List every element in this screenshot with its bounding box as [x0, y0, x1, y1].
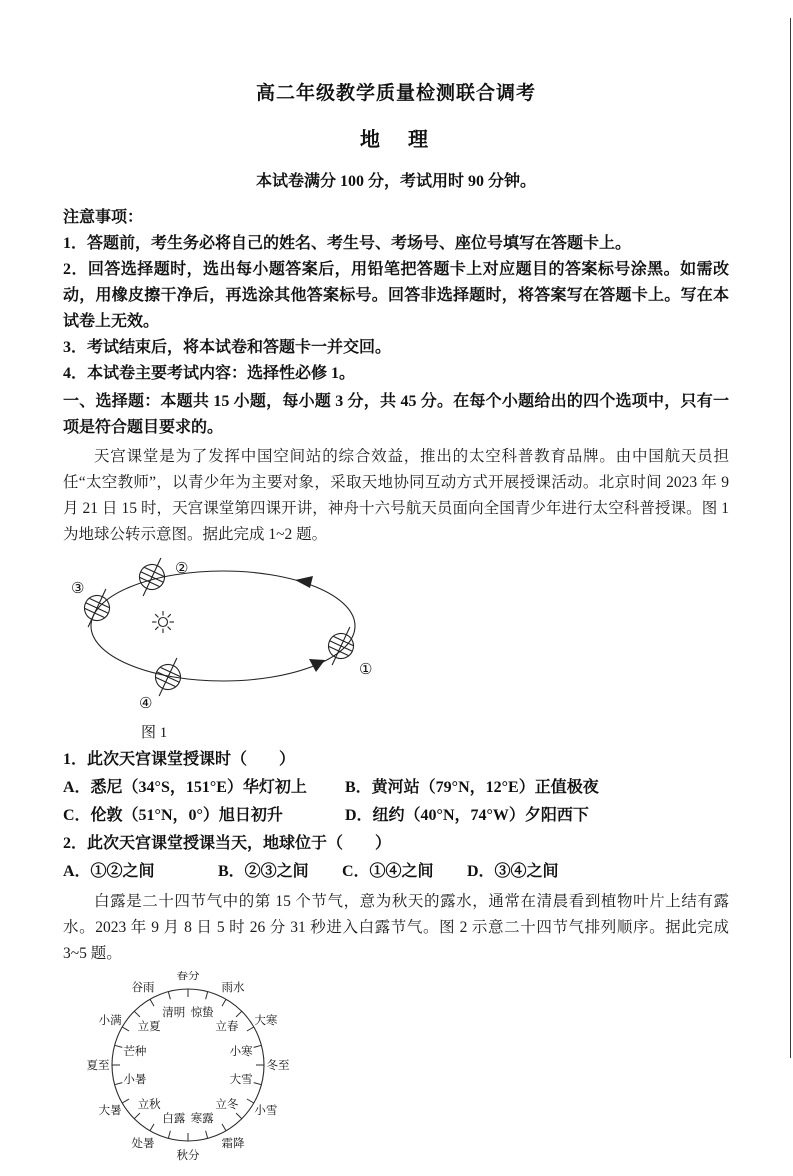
solar-term-tick — [122, 1099, 129, 1103]
solar-term-label-4: 立夏 — [137, 1021, 161, 1034]
solar-term-tick — [115, 1083, 123, 1085]
solar-term-label-22: 立春 — [215, 1021, 239, 1034]
solar-term-tick — [222, 1124, 226, 1131]
note-3: 3．考试结束后，将本试卷和答题卡一并交回。 — [63, 339, 392, 356]
orbit-direction-arrow-bottom — [309, 659, 325, 672]
solar-term-label-24: 惊蛰 — [190, 1006, 214, 1019]
solar-term-label-12: 白露 — [162, 1113, 186, 1126]
note-2: 2．回答选择题时，选出每小题答案后，用铅笔把答题卡上对应题目的答案标号涂黑。如需改动，用橡皮擦干净后，再选涂其他答案标号。回答非选择题时，将答案写在答题卡上。写在本试卷上无效。 — [63, 261, 729, 330]
solar-term-tick — [236, 1113, 242, 1119]
earth-position-4 — [148, 653, 188, 702]
orbit-direction-arrow-top — [295, 576, 313, 588]
exam-info: 本试卷满分 100 分，考试用时 90 分钟。 — [255, 173, 536, 190]
solar-term-label-21: 大寒 — [254, 1015, 278, 1027]
exam-subject: 地 理 — [360, 129, 432, 151]
notes-title: 注意事项： — [63, 209, 144, 226]
q2-option-b: B．②③之间 — [218, 863, 309, 880]
q1-option-c: C．伦敦（51°N，0°）旭日初升 — [63, 807, 283, 824]
solar-term-label-1: 春分 — [176, 971, 200, 982]
solar-term-label-15: 霜降 — [221, 1137, 245, 1150]
q2-option-c: C．①④之间 — [342, 863, 434, 880]
figure2-container — [63, 971, 729, 1176]
solar-term-tick — [150, 999, 154, 1006]
solar-term-tick — [134, 1113, 140, 1119]
sun-icon — [152, 611, 174, 633]
solar-term-tick — [247, 1027, 254, 1031]
solar-term-tick — [236, 1011, 242, 1017]
q1-option-b: B．黄河站（79°N，12°E）正值极夜 — [345, 779, 599, 796]
solar-term-label-20: 小寒 — [229, 1045, 253, 1058]
solar-term-tick — [206, 1131, 208, 1139]
solar-term-label-13: 秋分 — [176, 1150, 200, 1162]
earth-position-2 — [132, 556, 172, 601]
question-2-stem: 2．此次天宫课堂授课当天，地球位于（ ） — [63, 835, 392, 852]
solar-term-label-23: 雨水 — [221, 982, 245, 995]
question-1-stem: 1．此次天宫课堂授课时（ ） — [63, 751, 296, 768]
solar-term-label-5: 小满 — [98, 1015, 122, 1027]
solar-term-tick — [254, 1083, 262, 1085]
solar-term-tick — [168, 1131, 170, 1139]
solar-term-label-9: 大暑 — [98, 1105, 122, 1117]
question-1-options — [63, 774, 729, 830]
solar-term-label-14: 寒露 — [190, 1113, 214, 1126]
solar-term-tick — [254, 1045, 262, 1047]
note-4: 4．本试卷主要考试内容：选择性必修 1。 — [63, 365, 356, 382]
solar-term-tick — [115, 1045, 123, 1047]
page-edge-line — [790, 18, 791, 1058]
solar-term-tick — [247, 1099, 254, 1103]
solar-term-tick — [150, 1124, 154, 1131]
question-2-options — [63, 858, 729, 886]
section1-title: 一、选择题：本题共 15 小题，每小题 3 分，共 45 分。在每个小题给出的四个选项中，只有一项是符合题目要求的。 — [63, 393, 729, 436]
solar-term-label-8: 小暑 — [123, 1074, 147, 1087]
passage-taigong-classroom: 天宫课堂是为了发挥中国空间站的综合效益，推出的太空科普教育品牌。由中国航天员担任“太空教师”，以青少年为主要对象，采取天地协同互动方式开展授课活动。北京时间 2023 年 9 月 21 日 15 时，天宫课堂第四课开讲，神舟十六号航天员面向全国青少年进行太空科普授课。图 1 为地球公转示意图。据此完成 1~2 题。 — [63, 448, 729, 543]
solar-term-label-10: 立秋 — [137, 1098, 161, 1111]
solar-term-label-2: 清明 — [162, 1006, 186, 1019]
solar-term-label-3: 谷雨 — [131, 982, 155, 995]
solar-term-label-7: 夏至 — [86, 1060, 110, 1072]
solar-term-tick — [122, 1027, 129, 1031]
orbit-position-label-2: ② — [175, 561, 189, 577]
solar-term-tick — [206, 992, 208, 1000]
solar-term-label-18: 大雪 — [229, 1074, 253, 1087]
solar-term-label-16: 立冬 — [215, 1098, 239, 1111]
q1-option-d: D．纽约（40°N，74°W）夕阳西下 — [345, 807, 589, 824]
solar-term-label-6: 芒种 — [123, 1045, 147, 1058]
figure1-container — [63, 556, 729, 742]
note-1: 1．答题前，考生务必将自己的姓名、考生号、考场号、座位号填写在答题卡上。 — [63, 235, 632, 252]
solar-term-label-11: 处暑 — [131, 1137, 155, 1150]
figure1-caption: 图 1 — [141, 725, 168, 741]
solar-term-label-19: 冬至 — [266, 1060, 290, 1072]
figure1-earth-orbit-diagram — [63, 556, 463, 716]
orbit-position-label-3: ③ — [71, 581, 85, 597]
orbit-position-label-4: ④ — [139, 696, 153, 712]
solar-term-label-17: 小雪 — [254, 1105, 278, 1117]
q2-option-a: A．①②之间 — [63, 863, 155, 880]
solar-term-tick — [134, 1011, 140, 1017]
q1-option-a: A．悉尼（34°S，151°E）华灯初上 — [63, 779, 307, 796]
solar-term-tick — [222, 999, 226, 1006]
q2-option-d: D．③④之间 — [467, 863, 559, 880]
passage-bailu-solar-term: 白露是二十四节气中的第 15 个节气，意为秋天的露水，通常在清晨看到植物叶片上结有露水。2023 年 9 月 8 日 5 时 26 分 31 秒进入白露节气。图 2 示意二十四节气排列顺序。据此完成 3~5 题。 — [63, 893, 729, 962]
figure2-solar-terms-wheel — [63, 971, 383, 1171]
exam-title: 高二年级教学质量检测联合调考 — [255, 83, 536, 104]
solar-term-tick — [168, 992, 170, 1000]
orbit-position-label-1: ① — [359, 662, 373, 678]
